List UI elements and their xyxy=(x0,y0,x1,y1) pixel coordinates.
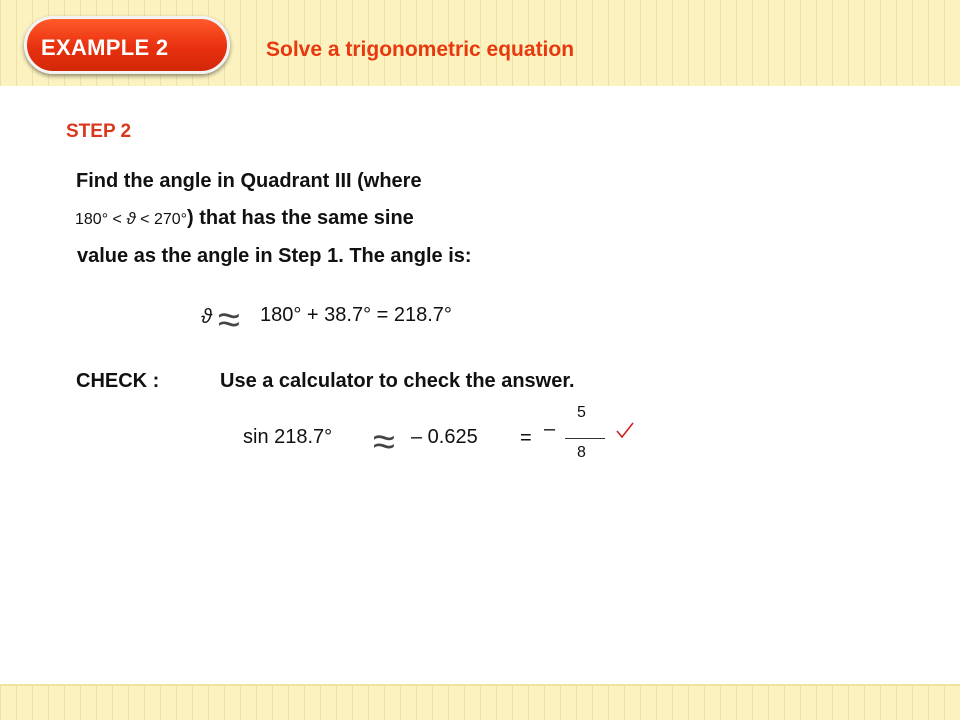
footer-band xyxy=(0,684,960,720)
fraction-minus: – xyxy=(544,418,556,440)
equation-theta: ϑ xyxy=(201,306,212,328)
angle-equation: 180° + 38.7° = 218.7° xyxy=(260,304,452,326)
instruction-line-1: Find the angle in Quadrant III (where xyxy=(76,170,422,192)
example-badge xyxy=(24,16,230,74)
approx-symbol-1: ≈ xyxy=(218,298,240,342)
less-than-2: < xyxy=(140,211,150,228)
approx-symbol-2: ≈ xyxy=(373,420,395,464)
decimal-value: – 0.625 xyxy=(411,426,478,448)
slide-title: Solve a trigonometric equation xyxy=(266,38,575,61)
instruction-line-2-text: ) that has the same sine xyxy=(187,207,414,229)
instruction-line-3: value as the angle in Step 1. The angle is: xyxy=(77,245,472,267)
step-label: STEP 2 xyxy=(66,121,132,142)
checkmark-icon xyxy=(615,420,635,440)
instruction-line-2 xyxy=(75,207,414,230)
check-text: Use a calculator to check the answer. xyxy=(220,370,575,392)
fraction-denominator: 8 xyxy=(577,444,586,461)
fraction-numerator: 5 xyxy=(577,404,586,421)
less-than-1: < xyxy=(112,211,122,228)
sin-expression: sin 218.7° xyxy=(243,426,333,448)
fraction-bar xyxy=(565,438,605,439)
range-low: 180° xyxy=(75,211,109,228)
theta-symbol: ϑ xyxy=(126,209,136,228)
equals-sign: = xyxy=(520,427,532,449)
example-badge-label: EXAMPLE 2 xyxy=(41,35,169,60)
check-label: CHECK : xyxy=(76,370,160,392)
range-high: 270° xyxy=(153,211,188,228)
